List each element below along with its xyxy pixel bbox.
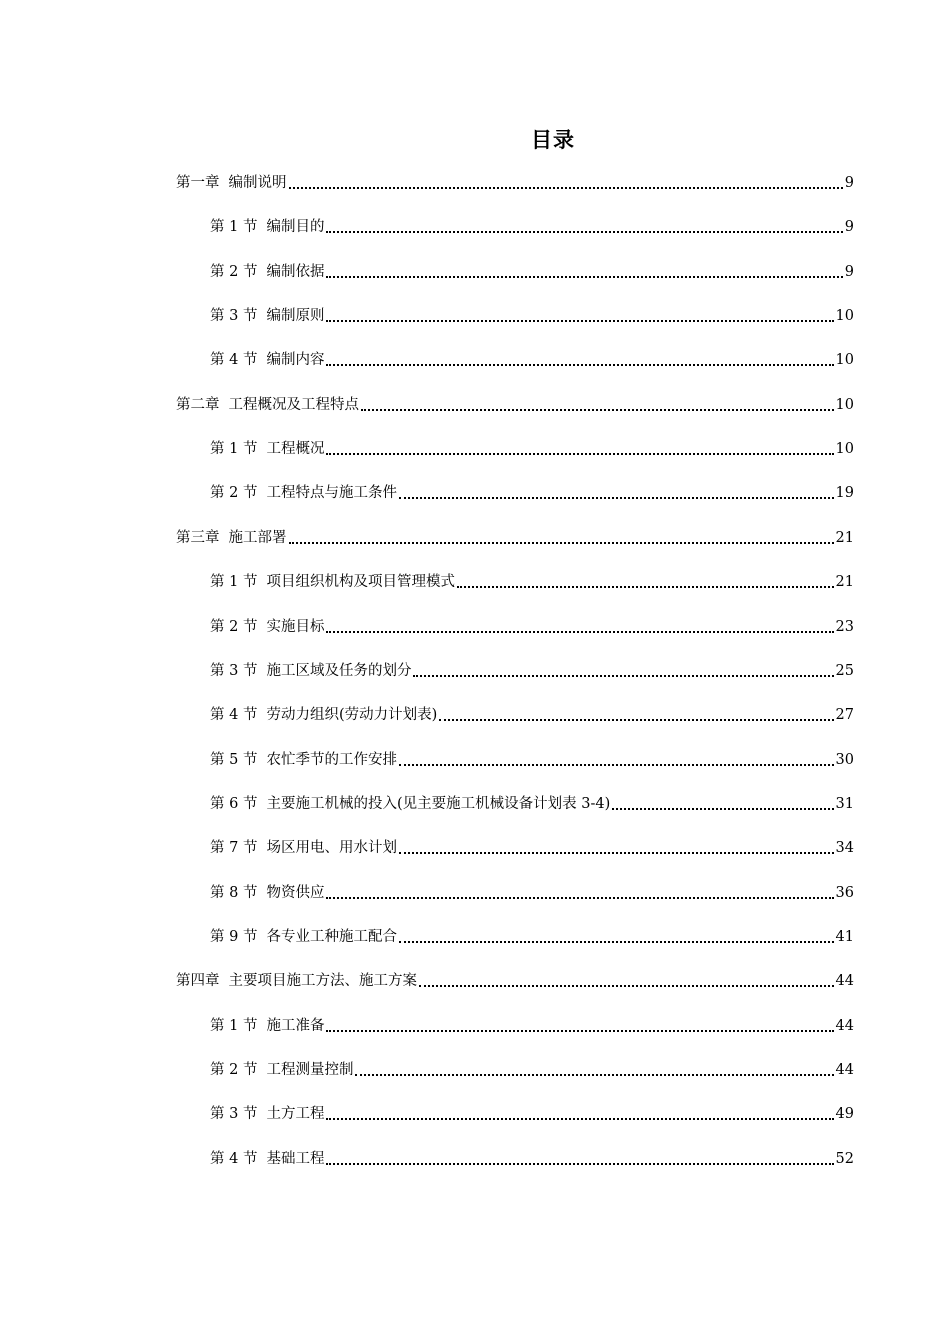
toc-entry-page-number: 25	[835, 663, 854, 679]
toc-entry-number: 第 2 节	[210, 1062, 258, 1078]
toc-entry-number: 第 3 节	[210, 308, 258, 324]
toc-entry-label	[176, 970, 417, 992]
toc-entry-text: 编制目的	[266, 219, 325, 235]
toc-title: 目录	[531, 128, 575, 152]
toc-dot-leader	[399, 941, 834, 943]
toc-section-entry[interactable]	[210, 571, 854, 593]
toc-entry-label	[176, 394, 359, 416]
toc-dot-leader	[439, 719, 833, 721]
toc-entry-text: 农忙季节的工作安排	[266, 752, 397, 768]
toc-entry-label	[176, 527, 287, 549]
toc-entry-number: 第二章	[176, 397, 220, 413]
toc-dot-leader	[326, 276, 842, 278]
toc-section-entry[interactable]	[210, 1059, 854, 1081]
toc-entry-label	[210, 1015, 324, 1037]
toc-dot-leader	[326, 453, 833, 455]
toc-dot-leader	[355, 1074, 833, 1076]
toc-entry-number: 第 3 节	[210, 1106, 258, 1122]
toc-entry-label	[210, 1103, 324, 1125]
toc-entry-page-number: 34	[835, 840, 854, 856]
toc-entry-label	[210, 793, 610, 815]
toc-entry-label	[210, 305, 324, 327]
toc-entry-text: 施工部署	[228, 530, 287, 546]
toc-entry-label	[210, 926, 397, 948]
toc-entry-text: 施工区域及任务的划分	[266, 663, 412, 679]
toc-section-entry[interactable]	[210, 216, 854, 238]
toc-entry-text: 编制说明	[228, 175, 287, 191]
toc-dot-leader	[399, 497, 834, 499]
toc-entry-text: 主要项目施工方法、施工方案	[228, 973, 417, 989]
toc-entry-page-number: 21	[835, 574, 854, 590]
toc-entry-number: 第四章	[176, 973, 220, 989]
toc-dot-leader	[399, 764, 834, 766]
toc-entry-number: 第 8 节	[210, 885, 258, 901]
toc-entry-number: 第 2 节	[210, 264, 258, 280]
toc-entry-number: 第 5 节	[210, 752, 258, 768]
toc-chapter-entry[interactable]	[176, 172, 854, 194]
toc-entry-label	[210, 749, 397, 771]
toc-entry-number: 第 6 节	[210, 796, 258, 812]
toc-entry-page-number: 41	[835, 929, 854, 945]
toc-entry-text: 工程特点与施工条件	[266, 485, 397, 501]
toc-section-entry[interactable]	[210, 1148, 854, 1170]
toc-entry-page-number: 52	[835, 1151, 854, 1167]
toc-entry-label	[210, 837, 397, 859]
toc-dot-leader	[413, 675, 833, 677]
toc-section-entry[interactable]	[210, 660, 854, 682]
toc-entry-number: 第三章	[176, 530, 220, 546]
toc-entry-number: 第 7 节	[210, 840, 258, 856]
toc-entry-text: 施工准备	[266, 1018, 325, 1034]
toc-entry-number: 第 2 节	[210, 619, 258, 635]
toc-entry-text: 各专业工种施工配合	[266, 929, 397, 945]
toc-entry-label	[210, 660, 411, 682]
toc-entry-number: 第 2 节	[210, 485, 258, 501]
toc-dot-leader	[326, 1118, 833, 1120]
toc-entry-page-number: 36	[835, 885, 854, 901]
toc-section-entry[interactable]	[210, 305, 854, 327]
toc-entry-text: 实施目标	[266, 619, 325, 635]
toc-chapter-entry[interactable]	[176, 527, 854, 549]
toc-entry-text: 工程概况及工程特点	[228, 397, 359, 413]
toc-dot-leader	[326, 320, 833, 322]
toc-entry-page-number: 10	[835, 308, 854, 324]
toc-entry-page-number: 9	[844, 175, 854, 191]
toc-entry-number: 第 1 节	[210, 1018, 258, 1034]
toc-dot-leader	[326, 231, 842, 233]
toc-entry-text: 基础工程	[266, 1151, 325, 1167]
toc-entry-page-number: 10	[835, 352, 854, 368]
toc-dot-leader	[289, 187, 843, 189]
toc-entry-page-number: 23	[835, 619, 854, 635]
toc-dot-leader	[326, 631, 833, 633]
toc-entry-text: 编制依据	[266, 264, 325, 280]
toc-entry-page-number: 19	[835, 485, 854, 501]
toc-chapter-entry[interactable]	[176, 970, 854, 992]
toc-dot-leader	[419, 985, 834, 987]
toc-section-entry[interactable]	[210, 793, 854, 815]
toc-entry-label	[210, 261, 324, 283]
toc-dot-leader	[457, 586, 834, 588]
toc-section-entry[interactable]	[210, 1103, 854, 1125]
toc-entry-page-number: 44	[835, 973, 854, 989]
toc-entry-text: 工程概况	[266, 441, 325, 457]
toc-section-entry[interactable]	[210, 349, 854, 371]
toc-entry-page-number: 44	[835, 1018, 854, 1034]
toc-entry-page-number: 31	[835, 796, 854, 812]
toc-entry-label	[210, 216, 324, 238]
toc-entry-text: 编制原则	[266, 308, 325, 324]
toc-dot-leader	[399, 852, 834, 854]
toc-entry-text: 土方工程	[266, 1106, 325, 1122]
toc-dot-leader	[289, 542, 834, 544]
toc-entry-text: 工程测量控制	[266, 1062, 354, 1078]
toc-dot-leader	[326, 1163, 833, 1165]
toc-section-entry[interactable]	[210, 616, 854, 638]
toc-entry-label	[210, 482, 397, 504]
toc-section-entry[interactable]	[210, 1015, 854, 1037]
toc-entry-label	[210, 1059, 353, 1081]
toc-dot-leader	[612, 808, 833, 810]
toc-dot-leader	[326, 897, 833, 899]
toc-entry-page-number: 30	[835, 752, 854, 768]
toc-entry-label	[210, 349, 324, 371]
toc-entry-text: 编制内容	[266, 352, 325, 368]
toc-entry-page-number: 44	[835, 1062, 854, 1078]
toc-entry-page-number: 9	[844, 264, 854, 280]
toc-entry-page-number: 21	[835, 530, 854, 546]
toc-entry-number: 第 1 节	[210, 441, 258, 457]
toc-entry-text: 场区用电、用水计划	[266, 840, 397, 856]
toc-dot-leader	[326, 364, 833, 366]
toc-section-entry[interactable]	[210, 749, 854, 771]
toc-entry-number: 第 1 节	[210, 219, 258, 235]
toc-entry-page-number: 27	[835, 707, 854, 723]
toc-entry-number: 第 4 节	[210, 707, 258, 723]
toc-entry-text: 项目组织机构及项目管理模式	[266, 574, 455, 590]
toc-section-entry[interactable]	[210, 837, 854, 859]
toc-chapter-entry[interactable]	[176, 394, 854, 416]
toc-entry-number: 第 4 节	[210, 352, 258, 368]
toc-section-entry[interactable]	[210, 482, 854, 504]
toc-entry-number: 第 9 节	[210, 929, 258, 945]
toc-entry-number: 第 3 节	[210, 663, 258, 679]
toc-entry-label	[176, 172, 287, 194]
toc-section-entry[interactable]	[210, 438, 854, 460]
toc-entry-label	[210, 571, 455, 593]
toc-entry-page-number: 10	[835, 441, 854, 457]
toc-section-entry[interactable]	[210, 704, 854, 726]
toc-entry-page-number: 10	[835, 397, 854, 413]
toc-section-entry[interactable]	[210, 261, 854, 283]
toc-entry-number: 第一章	[176, 175, 220, 191]
toc-entry-text: 劳动力组织(劳动力计划表)	[266, 707, 438, 723]
toc-entry-page-number: 49	[835, 1106, 854, 1122]
toc-section-entry[interactable]	[210, 926, 854, 948]
toc-entry-number: 第 4 节	[210, 1151, 258, 1167]
toc-entry-text: 主要施工机械的投入(见主要施工机械设备计划表 3-4)	[266, 796, 611, 812]
toc-entry-page-number: 9	[844, 219, 854, 235]
toc-entry-label	[210, 438, 324, 460]
toc-entry-text: 物资供应	[266, 885, 325, 901]
toc-entry-number: 第 1 节	[210, 574, 258, 590]
toc-entry-label	[210, 882, 324, 904]
toc-entry-label	[210, 1148, 324, 1170]
toc-section-entry[interactable]	[210, 882, 854, 904]
toc-entry-label	[210, 704, 437, 726]
toc-dot-leader	[361, 409, 834, 411]
toc-dot-leader	[326, 1030, 833, 1032]
toc-entry-label	[210, 616, 324, 638]
